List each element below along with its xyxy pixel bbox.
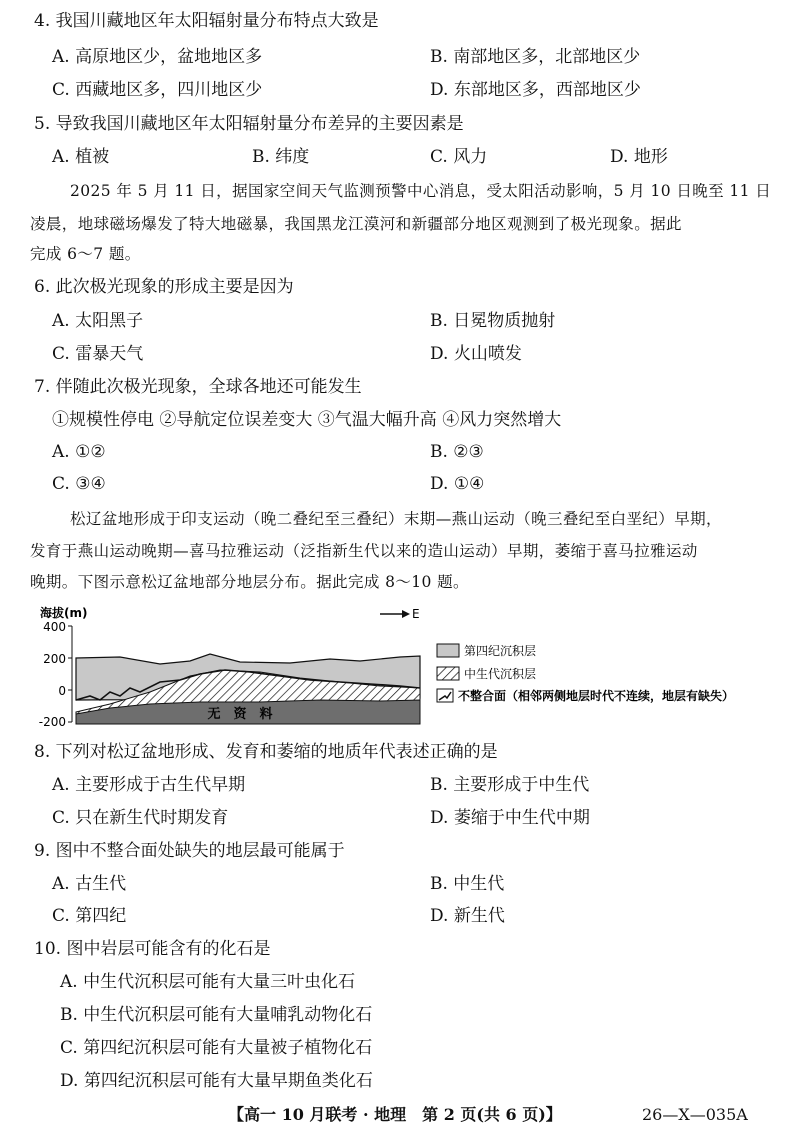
legend-quaternary-label: 第四纪沉积层 <box>464 644 537 658</box>
no-data-label: 无 资 料 <box>207 707 273 722</box>
q9-stem: 9. 图中不整合面处缺失的地层最可能属于 <box>34 841 345 861</box>
ytick-400: 400 <box>43 620 66 634</box>
q6-option-a: A. 太阳黑子 <box>52 311 144 331</box>
q6-option-d: D. 火山喷发 <box>430 344 522 364</box>
strata-figure <box>0 604 800 734</box>
legend-mesozoic-swatch <box>437 667 459 680</box>
q8-stem: 8. 下列对松辽盆地形成、发育和萎缩的地质年代表述正确的是 <box>34 742 498 762</box>
q10-stem: 10. 图中岩层可能含有的化石是 <box>34 939 271 959</box>
legend-mesozoic-label: 中生代沉积层 <box>464 667 537 681</box>
passage2-line2: 发育于燕山运动晚期—喜马拉雅运动（泛指新生代以来的造山运动）早期，萎缩于喜马拉雅运动 <box>30 542 698 560</box>
q7-items: ①规模性停电 ②导航定位误差变大 ③气温大幅升高 ④风力突然增大 <box>52 410 562 430</box>
q10-option-d: D. 第四纪沉积层可能有大量早期鱼类化石 <box>60 1071 373 1091</box>
q9-option-c: C. 第四纪 <box>52 906 127 926</box>
passage2-line3: 晚期。下图示意松辽盆地部分地层分布。据此完成 8～10 题。 <box>30 573 469 591</box>
q7-option-a: A. ①② <box>52 442 106 462</box>
q6-option-c: C. 雷暴天气 <box>52 344 144 364</box>
footer-code: 26—X—035A <box>642 1105 748 1124</box>
q4-option-d: D. 东部地区多，西部地区少 <box>430 80 641 100</box>
q10-option-b: B. 中生代沉积层可能有大量哺乳动物化石 <box>60 1005 373 1025</box>
q9-option-b: B. 中生代 <box>430 874 505 894</box>
q5-option-a: A. 植被 <box>52 147 110 167</box>
q8-option-d: D. 萎缩于中生代中期 <box>430 808 590 828</box>
q7-option-c: C. ③④ <box>52 474 106 494</box>
q4-option-a: A. 高原地区少，盆地地区多 <box>52 47 263 67</box>
passage1-line2: 凌晨，地球磁场爆发了特大地磁暴，我国黑龙江漠河和新疆部分地区观测到了极光现象。据此 <box>30 215 682 233</box>
footer-page-info: 【高一 10 月联考 · 地理 第 2 页(共 6 页)】 <box>228 1105 562 1124</box>
q5-option-b: B. 纬度 <box>252 147 310 167</box>
q6-stem: 6. 此次极光现象的形成主要是因为 <box>34 277 294 297</box>
q5-stem: 5. 导致我国川藏地区年太阳辐射量分布差异的主要因素是 <box>34 114 464 134</box>
q6-option-b: B. 日冕物质抛射 <box>430 311 556 331</box>
axis-ticks <box>68 626 72 722</box>
passage2-line1: 松辽盆地形成于印支运动（晚二叠纪至三叠纪）末期—燕山运动（晚三叠纪至白垩纪）早期， <box>70 510 722 528</box>
q9-option-a: A. 古生代 <box>52 874 127 894</box>
q4-option-c: C. 西藏地区多，四川地区少 <box>52 80 263 100</box>
q8-option-c: C. 只在新生代时期发育 <box>52 808 229 828</box>
legend-unconformity-label: 不整合面（相邻两侧地层时代不连续，地层有缺失） <box>458 689 735 703</box>
figure-ylabel: 海拔(m) <box>40 606 88 620</box>
q4-stem: 4. 我国川藏地区年太阳辐射量分布特点大致是 <box>34 11 379 31</box>
q9-option-d: D. 新生代 <box>430 906 505 926</box>
legend-quaternary-swatch <box>437 644 459 657</box>
q7-stem: 7. 伴随此次极光现象，全球各地还可能发生 <box>34 377 362 397</box>
ytick-0: 0 <box>58 684 66 698</box>
q10-option-c: C. 第四纪沉积层可能有大量被子植物化石 <box>60 1038 373 1058</box>
ytick-minus200: -200 <box>38 715 66 729</box>
direction-arrow <box>380 607 420 621</box>
q7-option-d: D. ①④ <box>430 474 485 494</box>
q4-option-b: B. 南部地区多，北部地区少 <box>430 47 641 67</box>
q5-option-d: D. 地形 <box>610 147 668 167</box>
q10-option-a: A. 中生代沉积层可能有大量三叶虫化石 <box>60 972 356 992</box>
q7-option-b: B. ②③ <box>430 442 484 462</box>
svg-text:E: E <box>412 607 420 621</box>
q8-option-b: B. 主要形成于中生代 <box>430 775 590 795</box>
ytick-200: 200 <box>43 652 66 666</box>
passage1-line1: 2025 年 5 月 11 日，据国家空间天气监测预警中心消息，受太阳活动影响，5 月 10 日晚至 11 日 <box>70 182 772 200</box>
q8-option-a: A. 主要形成于古生代早期 <box>52 775 246 795</box>
q5-option-c: C. 风力 <box>430 147 488 167</box>
passage1-line3: 完成 6～7 题。 <box>30 245 141 263</box>
